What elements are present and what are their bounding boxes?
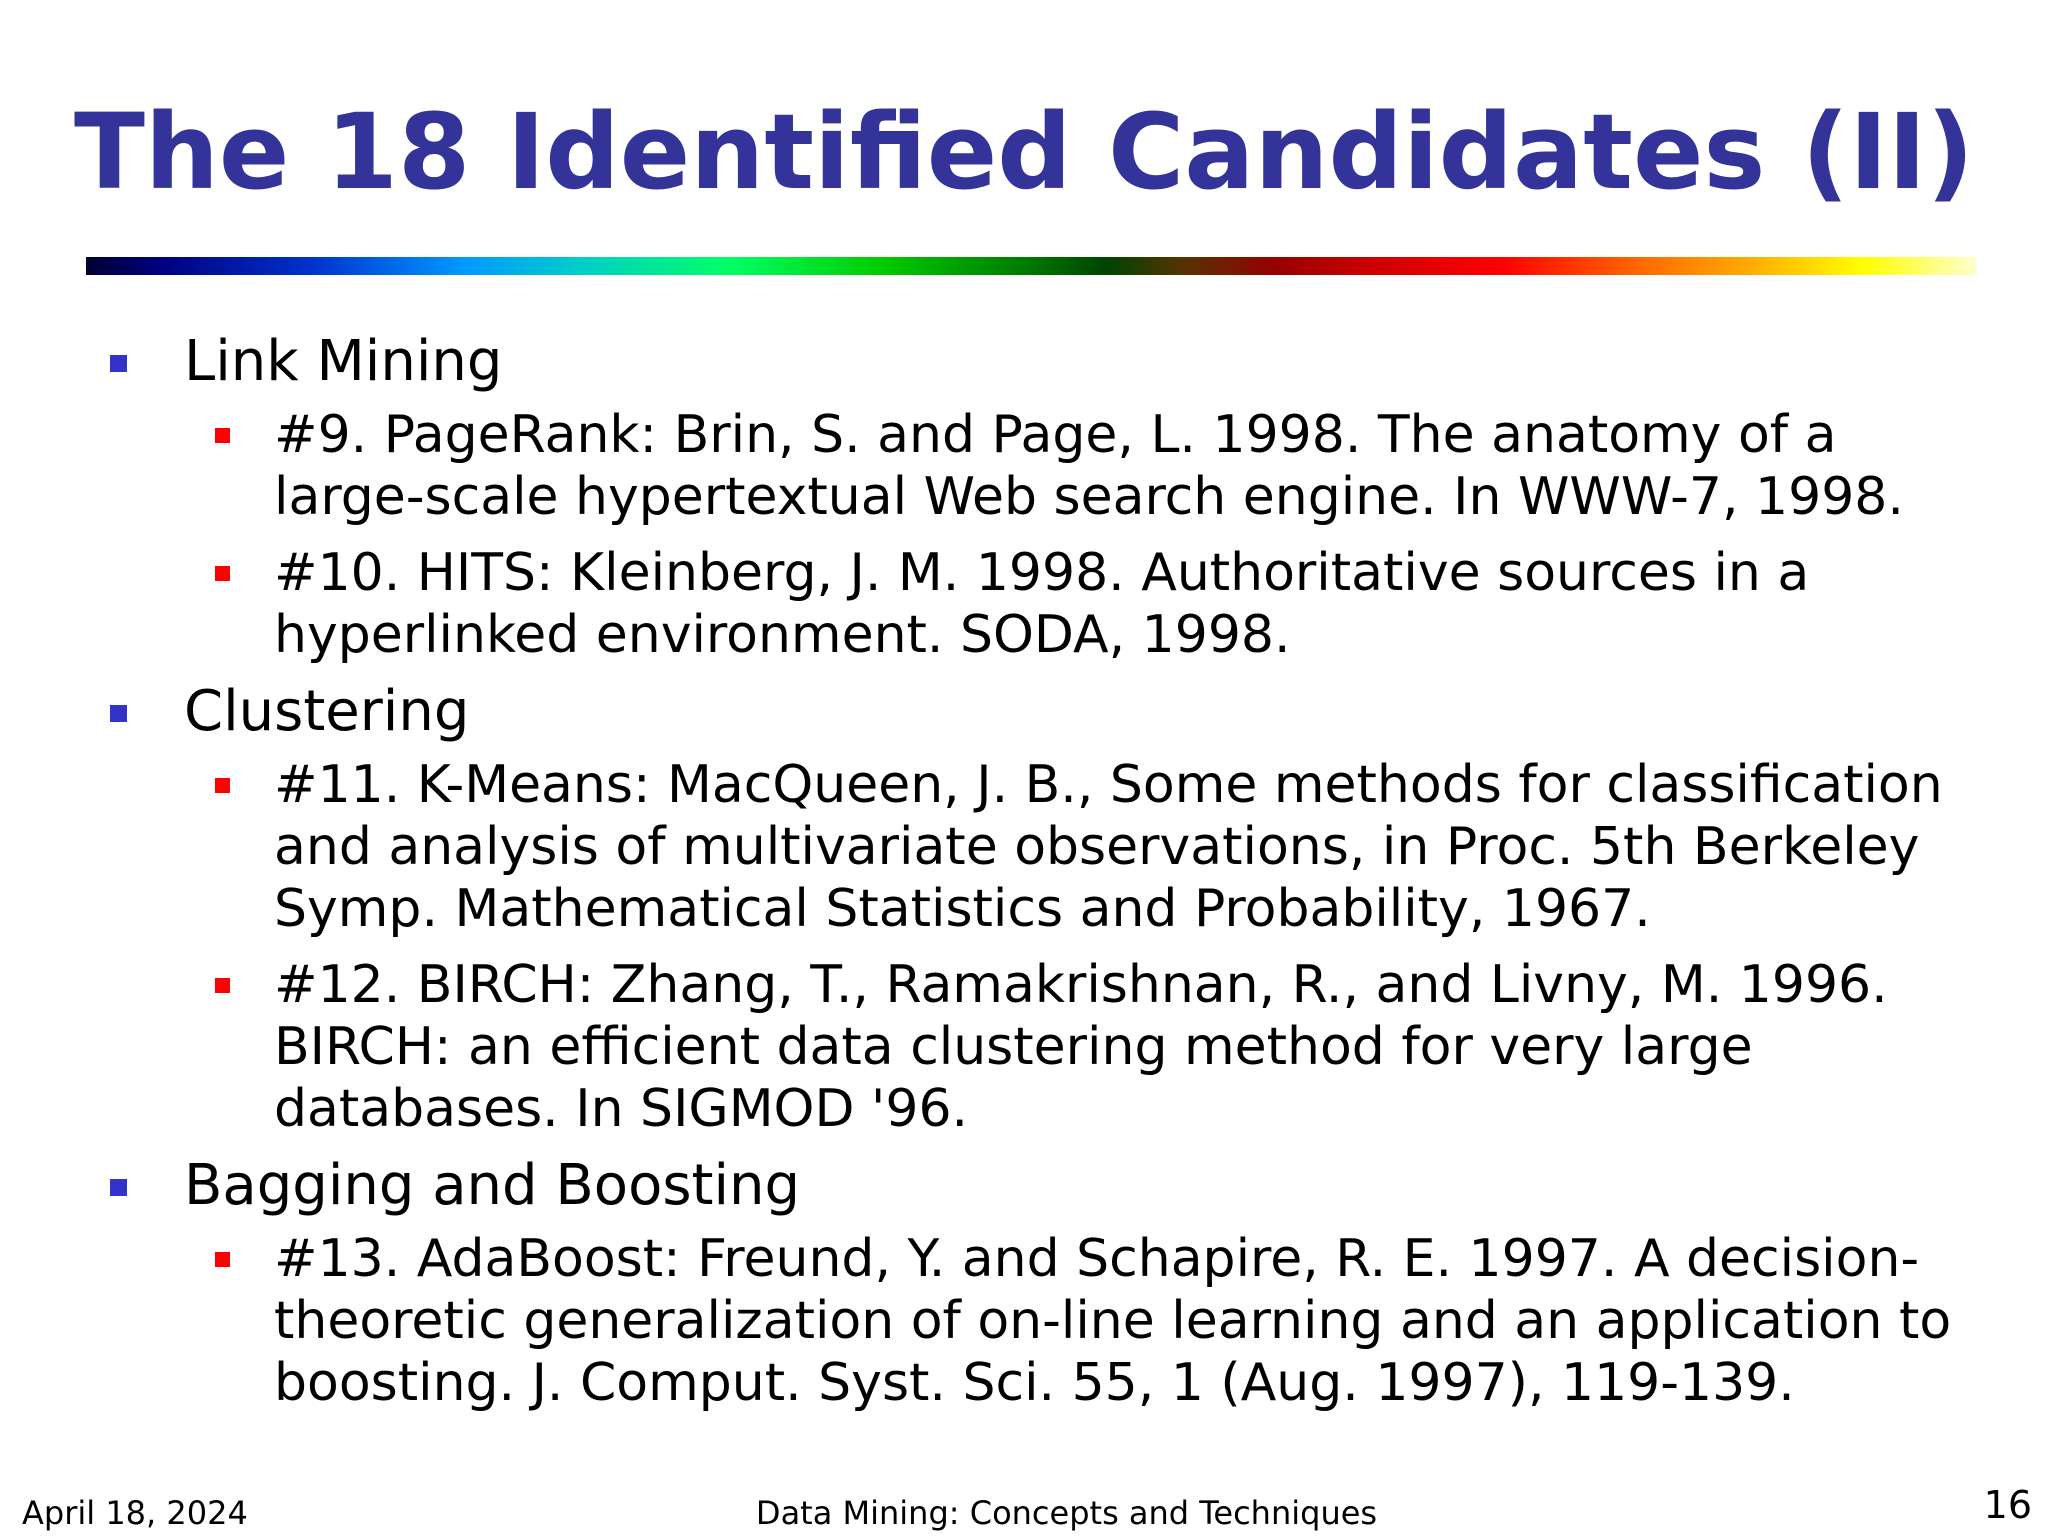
reference-item bbox=[274, 404, 1964, 528]
section-heading-clustering bbox=[184, 680, 2048, 744]
slide-page-number: 16 bbox=[1983, 1483, 2032, 1527]
square-bullet-icon bbox=[215, 978, 230, 993]
square-bullet-icon bbox=[110, 705, 127, 722]
reference-text: #13. AdaBoost: Freund, Y. and Schapire, R. E. 1997. A decision-theoretic generalization of on-line learning and an application to boosting. J. Comput. Syst. Sci. 55, 1 (Aug. 1997), 119-139. bbox=[274, 1229, 1952, 1413]
reference-text: #10. HITS: Kleinberg, J. M. 1998. Authoritative sources in a hyperlinked environment. SODA, 1998. bbox=[274, 543, 1810, 665]
slide-title: The 18 Identified Candidates (II) bbox=[73, 91, 1975, 213]
reference-item bbox=[274, 542, 1964, 666]
square-bullet-icon bbox=[215, 566, 230, 581]
reference-item bbox=[274, 1228, 1964, 1414]
slide-content bbox=[0, 330, 2048, 1428]
section-heading-link-mining bbox=[184, 330, 2048, 394]
footer-date: April 18, 2024 bbox=[22, 1494, 248, 1532]
reference-item bbox=[274, 754, 1964, 940]
section-heading-text: Bagging and Boosting bbox=[184, 1153, 801, 1218]
square-bullet-icon bbox=[215, 778, 230, 793]
reference-text: #12. BIRCH: Zhang, T., Ramakrishnan, R., and Livny, M. 1996. BIRCH: an efficient data clustering method for very large databases. In SIGMOD '96. bbox=[274, 955, 1888, 1139]
section-heading-text: Link Mining bbox=[184, 329, 503, 394]
title-gradient-rule bbox=[86, 257, 1976, 275]
reference-item bbox=[274, 954, 1964, 1140]
reference-text: #11. K-Means: MacQueen, J. B., Some methods for classification and analysis of multivariate observations, in Proc. 5th Berkeley Symp. Mathematical Statistics and Probability, 1967. bbox=[274, 755, 1943, 939]
square-bullet-icon bbox=[110, 1179, 127, 1196]
square-bullet-icon bbox=[110, 355, 127, 372]
square-bullet-icon bbox=[215, 428, 230, 443]
section-heading-bagging-boosting bbox=[184, 1154, 2048, 1218]
reference-text: #9. PageRank: Brin, S. and Page, L. 1998. The anatomy of a large-scale hypertextual Web search engine. In WWW-7, 1998. bbox=[274, 405, 1904, 527]
square-bullet-icon bbox=[215, 1252, 230, 1267]
footer-course-title: Data Mining: Concepts and Techniques bbox=[755, 1494, 1378, 1532]
section-heading-text: Clustering bbox=[184, 679, 470, 744]
